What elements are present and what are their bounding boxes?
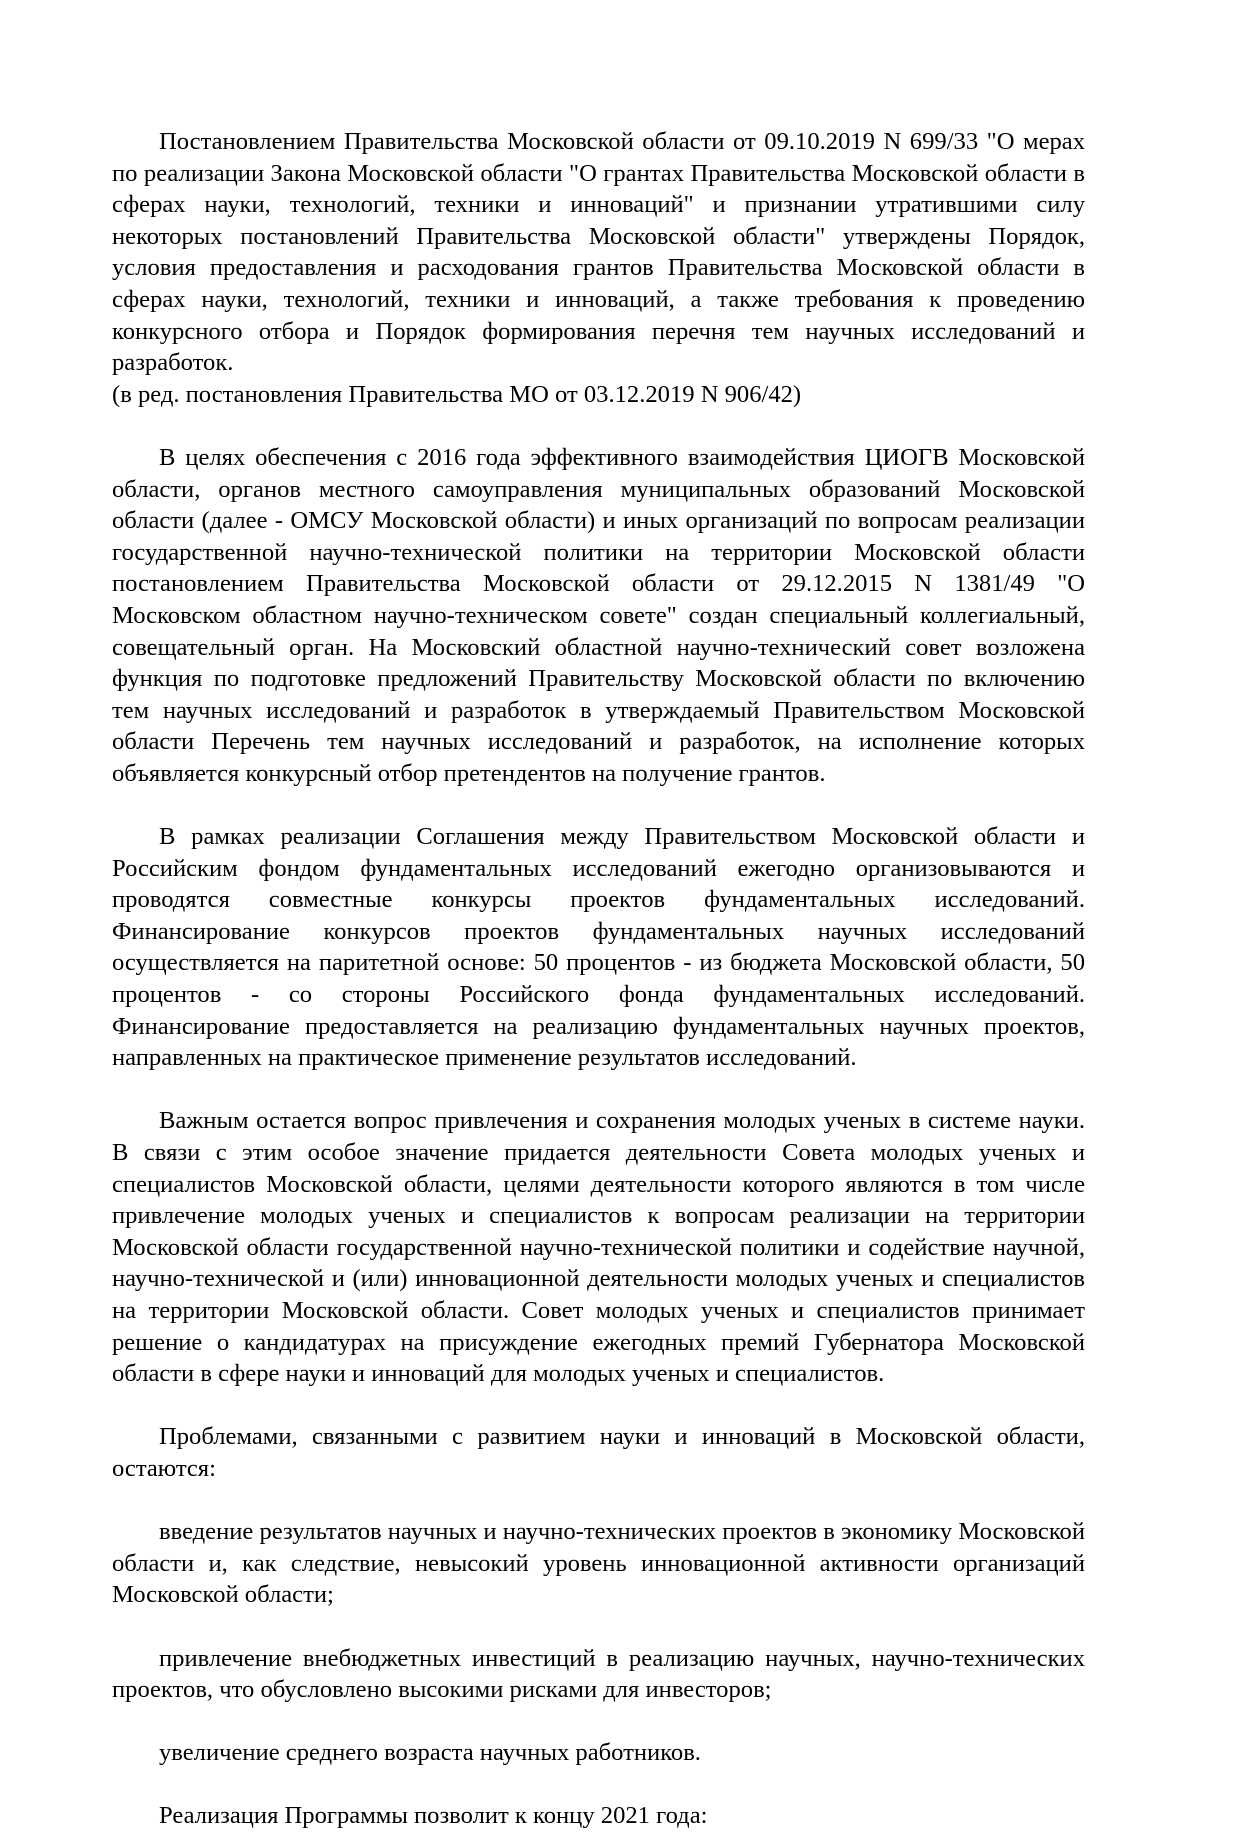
paragraph-program-outcome-intro: Реализация Программы позволит к концу 2021 года: xyxy=(159,1802,708,1830)
paragraph-problems-intro: Проблемами, связанными с развитием науки и инноваций в Московской области, остаются: xyxy=(112,1423,1085,1482)
paragraph-problem-implementation: введение результатов научных и научно-технических проектов в экономику Московской области и, как следствие, невысокий уровень инновационной активности организаций Московской области; xyxy=(112,1518,1085,1609)
document-text-body xyxy=(112,126,1085,1832)
paragraph-problem-investment: привлечение внебюджетных инвестиций в реализацию научных, научно-технических проектов, что обусловлено высокими рисками для инвесторов; xyxy=(112,1644,1085,1704)
paragraph-young-scientists: Важным остается вопрос привлечения и сохранения молодых ученых в системе науки. В связи с этим особое значение придается деятельности Совета молодых ученых и специалистов Московской области, целями деятельности которого являются в том числе привлечение молодых ученых и специалистов к вопросам реализации на территории Московской области государственной научно-технической политики и содействие научной, научно-технической и (или) инновационной деятельности молодых ученых и специалистов на территории Московской области. Совет молодых ученых и специалистов принимает решение о кандидатурах на присуждение ежегодных премий Губернатора Московской области в сфере науки и инноваций для молодых ученых и специалистов. xyxy=(112,1107,1085,1388)
paragraph-ciogv-interaction: В целях обеспечения с 2016 года эффективного взаимодействия ЦИОГВ Московской области, органов местного самоуправления муниципальных образований Московской области (далее - ОМСУ Московской области) и иных организаций по вопросам реализации государственной научно-технической политики на территории Московской области постановлением Правительства Московской области от 29.12.2015 N 1381/49 "О Московском областном научно-техническом совете" создан специальный коллегиальный, совещательный орган. На Московский областной научно-технический совет возложена функция по подготовке предложений Правительству Московской области по включению тем научных исследований и разработок в утверждаемый Правительством Московской области Перечень тем научных исследований и разработок, на исполнение которых объявляется конкурсный отбор претендентов на получение грантов. xyxy=(112,443,1085,787)
paragraph-postanovlenie-pravitelstva: Постановлением Правительства Московской области от 09.10.2019 N 699/33 "О мерах по реализации Закона Московской области "О грантах Правительства Московской области в сферах науки, технологий, техники и инноваций" и признании утратившими силу некоторых постановлений Правительства Московской области" утверждены Порядок, условия предоставления и расходования грантов Правительства Московской области в сферах науки, технологий, техники и инноваций, а также требования к проведению конкурсного отбора и Порядок формирования перечня тем научных исследований и разработок. xyxy=(112,128,1085,377)
paragraph-rffi-agreement: В рамках реализации Соглашения между Правительством Московской области и Российским фондом фундаментальных исследований ежегодно организовываются и проводятся совместные конкурсы проектов фундаментальных исследований. Финансирование конкурсов проектов фундаментальных научных исследований осуществляется на паритетной основе: 50 процентов - из бюджета Московской области, 50 процентов - со стороны Российского фонда фундаментальных исследований. Финансирование предоставляется на реализацию фундаментальных научных проектов, направленных на практическое применение результатов исследований. xyxy=(112,823,1085,1072)
paragraph-problem-age: увеличение среднего возраста научных работников. xyxy=(159,1739,701,1767)
paragraph-amendment-note: (в ред. постановления Правительства МО от 03.12.2019 N 906/42) xyxy=(112,380,802,408)
